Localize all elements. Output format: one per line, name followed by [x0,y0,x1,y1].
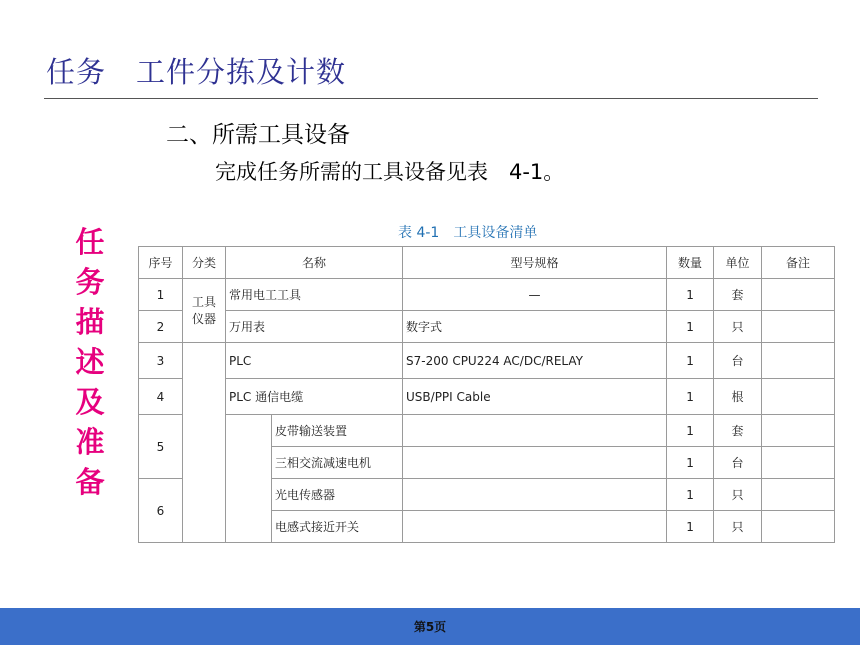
side-label-char: 及 [75,385,105,419]
header-cell: 分类 [183,247,226,279]
side-label-char: 备 [75,465,105,499]
header-cell: 备注 [762,247,835,279]
row-category [183,343,226,543]
table-row [139,379,835,415]
table-row [139,415,835,447]
table-header-row [139,247,835,279]
row-note [762,479,835,511]
side-label [72,222,108,502]
row-name: PLC [226,343,403,379]
header-cell: 数量 [667,247,714,279]
row-unit: 台 [714,447,762,479]
row-qty: 1 [667,511,714,543]
row-name: 皮带输送装置 [272,415,403,447]
row-unit: 只 [714,311,762,343]
row-no: 5 [139,415,183,479]
row-category: 工具 仪器 [183,279,226,343]
row-unit: 套 [714,279,762,311]
row-unit: 台 [714,343,762,379]
row-unit: 只 [714,511,762,543]
row-name: PLC 通信电缆 [226,379,403,415]
tools-table [138,246,835,543]
table-row [139,343,835,379]
row-name: 电感式接近开关 [272,511,403,543]
row-name: 三相交流减速电机 [272,447,403,479]
row-qty: 1 [667,379,714,415]
row-no: 1 [139,279,183,311]
row-note [762,511,835,543]
side-label-char: 务 [75,265,105,299]
row-spec: USB/PPI Cable [403,379,667,415]
page-number: 第5页 [413,620,447,634]
table-crop-mask [136,546,836,566]
header-cell: 型号规格 [403,247,667,279]
row-spec [403,415,667,447]
header-cell: 单位 [714,247,762,279]
row-qty: 1 [667,479,714,511]
row-name: 光电传感器 [272,479,403,511]
intro-text: 完成任务所需的工具设备见表 4-1。 [215,160,565,184]
row-spec: 数字式 [403,311,667,343]
row-name: 万用表 [226,311,403,343]
table-row [139,311,835,343]
row-note [762,379,835,415]
row-no: 4 [139,379,183,415]
row-no: 2 [139,311,183,343]
row-subgroup [226,415,272,543]
side-label-char: 述 [75,345,105,379]
side-label-char: 描 [75,305,105,339]
row-unit: 只 [714,479,762,511]
side-label-char: 任 [75,225,105,259]
row-note [762,447,835,479]
title-divider [44,98,818,99]
row-spec [403,447,667,479]
slide-title: 任务 工件分拣及计数 [46,55,347,89]
row-note [762,279,835,311]
row-name: 常用电工工具 [226,279,403,311]
header-cell: 名称 [226,247,403,279]
row-spec [403,479,667,511]
row-qty: 1 [667,279,714,311]
row-qty: 1 [667,311,714,343]
row-qty: 1 [667,415,714,447]
row-spec: — [403,279,667,311]
section-heading: 二、所需工具设备 [166,122,350,148]
row-qty: 1 [667,343,714,379]
row-spec: S7-200 CPU224 AC/DC/RELAY [403,343,667,379]
row-note [762,415,835,447]
header-cell: 序号 [139,247,183,279]
row-no: 3 [139,343,183,379]
row-unit: 根 [714,379,762,415]
row-unit: 套 [714,415,762,447]
row-no: 6 [139,479,183,543]
side-label-char: 准 [75,425,105,459]
row-qty: 1 [667,447,714,479]
row-note [762,311,835,343]
row-note [762,343,835,379]
table-caption: 表 4-1 工具设备清单 [398,225,538,241]
table-row [139,279,835,311]
row-spec [403,511,667,543]
